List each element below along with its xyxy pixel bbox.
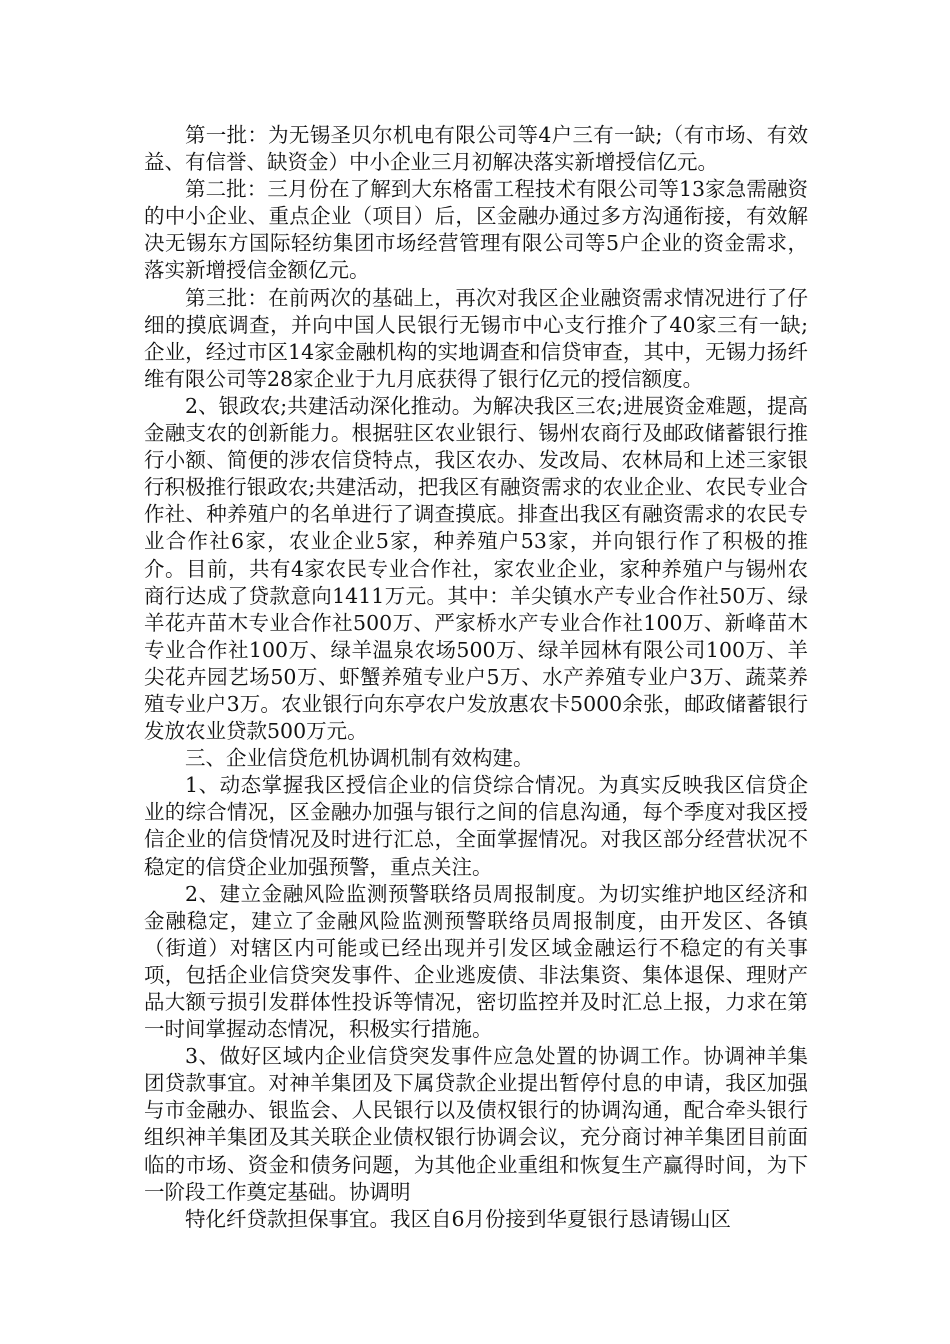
paragraph-dynamic-monitoring: 1、动态掌握我区授信企业的信贷综合情况。为真实反映我区信贷企业的综合情况，区金融办加强与银行之间的信息沟通，每个季度对我区授信企业的信贷情况及时进行汇总，全面掌握情况。对我区部分经营状况不稳定的信贷企业加强预警，重点关注。 xyxy=(144,773,808,879)
document-body xyxy=(144,122,808,1233)
paragraph-bank-gov-agri: 2、银政农;共建活动深化推动。为解决我区三农;进展资金难题，提高金融支农的创新能力。根据驻区农业银行、锡州农商行及邮政储蓄银行推行小额、简便的涉农信贷特点，我区农办、发改局、农林局和上述三家银行积极推行银政农;共建活动，把我区有融资需求的农业企业、农民专业合作社、种养殖户的名单进行了调查摸底。排查出我区有融资需求的农民专业合作社6家，农业企业5家，种养殖户53家，并向银行作了积极的推介。目前，共有4家农民专业合作社，家农业企业，家种养殖户与锡州农商行达成了贷款意向1411万元。其中：羊尖镇水产专业合作社50万、绿羊花卉苗木专业合作社500万、严家桥水产专业合作社100万、新峰苗木专业合作社100万、绿羊温泉农场500万、绿羊园林有限公司100万、羊尖花卉园艺场50万、虾蟹养殖专业户5万、水产养殖专业户3万、蔬菜养殖专业户3万。农业银行向东亭农户发放惠农卡5000余张，邮政储蓄银行发放农业贷款500万元。 xyxy=(144,393,808,744)
paragraph-batch-1: 第一批：为无锡圣贝尔机电有限公司等4户三有一缺;（有市场、有效益、有信誉、缺资金）中小企业三月初解决落实新增授信亿元。 xyxy=(144,123,808,175)
paragraph-batch-2: 第二批：三月份在了解到大东格雷工程技术有限公司等13家急需融资的中小企业、重点企业（项目）后，区金融办通过多方沟通衔接，有效解决无锡东方国际轻纺集团市场经营管理有限公司等5户企业的资金需求，落实新增授信金额亿元。 xyxy=(144,177,808,283)
paragraph-risk-weekly-report: 2、建立金融风险监测预警联络员周报制度。为切实维护地区经济和金融稳定，建立了金融风险监测预警联络员周报制度，由开发区、各镇（街道）对辖区内可能或已经出现并引发区域金融运行不稳定的有关事项，包括企业信贷突发事件、企业逃废债、非法集资、集体退保、理财产品大额亏损引发群体性投诉等情况，密切监控并及时汇总上报，力求在第一时间掌握动态情况，积极实行措施。 xyxy=(144,881,808,1042)
section-heading-credit-crisis: 三、企业信贷危机协调机制有效构建。 xyxy=(185,746,534,771)
paragraph-batch-3: 第三批：在前两次的基础上，再次对我区企业融资需求情况进行了仔细的摸底调查，并向中国人民银行无锡市中心支行推介了40家三有一缺;企业，经过市区14家金融机构的实地调查和信贷审查，其中，无锡力扬纤维有限公司等28家企业于九月底获得了银行亿元的授信额度。 xyxy=(144,285,808,391)
paragraph-loan-guarantee: 特化纤贷款担保事宜。我区自6月份接到华夏银行恳请锡山区 xyxy=(185,1206,732,1231)
paragraph-emergency-coordination: 3、做好区域内企业信贷突发事件应急处置的协调工作。协调神羊集团贷款事宜。对神羊集团及下属贷款企业提出暂停付息的申请，我区加强与市金融办、银监会、人民银行以及债权银行的协调沟通，配合牵头银行组织神羊集团及其关联企业债权银行协调会议，充分商讨神羊集团目前面临的市场、资金和债务问题，为其他企业重组和恢复生产赢得时间，为下一阶段工作奠定基础。协调明 xyxy=(144,1044,808,1204)
